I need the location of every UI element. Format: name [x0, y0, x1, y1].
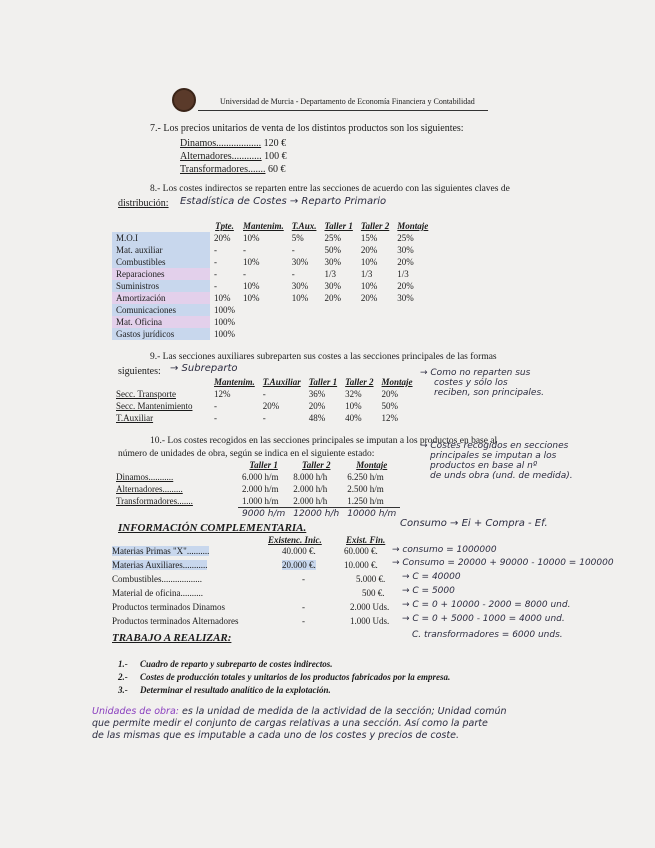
cell: - — [291, 245, 295, 255]
cell: 30% — [397, 293, 414, 303]
row-label: Amortización — [112, 292, 210, 304]
info-note: → C = 40000 — [402, 572, 461, 582]
col-header: T.Aux. — [291, 221, 317, 231]
row-label: Suministros — [112, 280, 210, 292]
cell: 20% — [262, 401, 280, 411]
cell: 15% — [360, 233, 378, 243]
info-note-last: C. transformadores = 6000 unds. — [412, 630, 563, 640]
table-row — [112, 268, 432, 280]
list-item — [118, 671, 450, 684]
price-list — [180, 137, 287, 176]
footer-note-line: de las mismas que es imputable a cada uno de los costes y precios de coste. — [92, 730, 459, 741]
cell: 10% — [243, 281, 260, 291]
cell: - — [243, 269, 246, 279]
info-note: → Consumo = 20000 + 90000 - 10000 = 100000 — [392, 558, 614, 568]
note-line: productos en base al nº — [430, 461, 538, 471]
info-ini: 20.000 €. — [282, 560, 316, 570]
cell: 1/3 — [324, 269, 336, 279]
row-label: T.Auxiliar — [116, 413, 154, 423]
row-label: Mat. Oficina — [112, 316, 210, 328]
section-10-line2: número de unidades de obra, según se indica en el siguiente estado: — [118, 449, 375, 459]
cell: 30% — [324, 257, 341, 267]
table-row — [112, 232, 432, 244]
cell: 100% — [214, 317, 235, 327]
cell: - — [214, 257, 217, 267]
cell: 10% — [360, 257, 378, 267]
cell: 6.000 h/m — [242, 472, 279, 482]
col-header: Taller 1 — [308, 377, 338, 387]
cell: 20% — [381, 389, 399, 399]
col-header: Montaje — [397, 221, 429, 231]
list-item — [118, 684, 450, 697]
cell: 2.000 h/h — [293, 496, 328, 506]
info-title: INFORMACIÓN COMPLEMENTARIA. — [118, 522, 307, 534]
info-fin: 2.000 Uds. — [350, 602, 390, 612]
col-header: Taller 2 — [345, 377, 374, 387]
table-row — [112, 292, 432, 304]
section-10-side-note — [420, 441, 573, 481]
info-row — [112, 616, 238, 626]
note-line: reciben, son principales. — [434, 388, 545, 398]
row-label: Transformadores....... — [116, 496, 193, 507]
info-header-ini: Existenc. Inic. — [268, 535, 322, 545]
table-row — [112, 412, 417, 424]
work-list — [118, 658, 450, 697]
row-label: Productos terminados Dinamos — [112, 602, 225, 612]
cell: - — [291, 269, 295, 279]
price-label: Dinamos.................. — [180, 138, 262, 149]
cell: 30% — [397, 245, 414, 255]
col-header: Taller 2 — [360, 221, 390, 231]
row-label: Secc. Mantenimiento — [116, 401, 193, 411]
info-fin: 60.000 €. — [344, 546, 378, 556]
cell: - — [262, 413, 266, 423]
section-8-handwritten-note: Estadística de Costes → Reparto Primario — [180, 196, 387, 207]
table-row — [112, 280, 432, 292]
header-title: Universidad de Murcia - Departamento de Economía Financiera y Contabilidad — [220, 97, 475, 106]
price-label: Alternadores............ — [180, 151, 262, 162]
row-label: Gastos jurídicos — [112, 328, 210, 340]
cell: 20% — [214, 233, 231, 243]
table-row — [112, 328, 432, 340]
row-label: Mat. auxiliar — [112, 244, 210, 256]
table-row — [112, 483, 400, 495]
cell: 36% — [308, 389, 326, 399]
work-title: TRABAJO A REALIZAR: — [112, 632, 232, 644]
cell: 32% — [345, 389, 362, 399]
subdistribution-table — [112, 376, 417, 424]
university-seal-icon — [172, 88, 196, 112]
row-label: Alternadores......... — [116, 484, 183, 494]
note-line: costes y sólo los — [434, 378, 508, 388]
info-note: → consumo = 1000000 — [392, 545, 497, 555]
table-row — [112, 244, 432, 256]
col-header: Taller 1 — [324, 221, 353, 231]
item-number: 2.- — [118, 672, 128, 682]
info-ini: 40.000 €. — [282, 546, 316, 556]
col-header: Mantenim. — [243, 221, 284, 231]
table-row — [112, 471, 400, 483]
info-fin: 500 €. — [362, 588, 385, 598]
item-number: 3.- — [118, 685, 128, 695]
info-fin: 10.000 €. — [344, 560, 378, 570]
footer-note-line: es la unidad de medida de la actividad de la sección; Unidad común — [182, 706, 507, 717]
cell: - — [243, 245, 246, 255]
cell: - — [262, 389, 266, 399]
row-label: Combustibles.................. — [112, 574, 203, 584]
cell: - — [214, 269, 217, 279]
cell: - — [214, 413, 217, 423]
col-header: Tpte. — [215, 221, 234, 231]
totals-row — [112, 508, 400, 521]
row-label: Productos terminados Alternadores — [112, 616, 239, 626]
table-row — [112, 400, 417, 412]
row-label: Secc. Transporte — [116, 389, 176, 399]
section-9-line1: 9.- Las secciones auxiliares subreparten sus costes a las secciones principales de las formas — [150, 352, 497, 362]
cell: 20% — [360, 245, 378, 255]
info-ini: - — [302, 574, 305, 584]
cell: 2.500 h/m — [347, 484, 384, 494]
info-note: → C = 0 + 10000 - 2000 = 8000 und. — [402, 600, 571, 610]
price-value: 100 € — [264, 151, 287, 162]
note-line: principales se imputan a los — [430, 451, 557, 461]
col-header: Montaje — [381, 377, 413, 387]
col-header: Mantenim. — [214, 377, 255, 387]
cell: 5% — [291, 233, 304, 243]
work-units-table — [112, 459, 400, 520]
cell: 30% — [291, 281, 309, 291]
table-row — [112, 256, 432, 268]
cell: 20% — [360, 293, 378, 303]
col-header: Taller 2 — [302, 460, 331, 470]
price-value: 120 € — [263, 138, 287, 149]
footer-note-term: Unidades de obra: — [92, 706, 179, 717]
item-text: Cuadro de reparto y subreparto de costes indirectos. — [140, 659, 333, 669]
cell: 12% — [214, 389, 231, 399]
cell: 20% — [324, 293, 341, 303]
info-header-fin: Exist. Fin. — [346, 535, 386, 545]
row-label: Dinamos........... — [116, 472, 174, 482]
cell: - — [214, 281, 217, 291]
cell: 10% — [291, 293, 309, 303]
cell: 100% — [214, 305, 235, 315]
item-text: Determinar el resultado analítico de la explotación. — [140, 685, 331, 695]
info-row — [112, 546, 209, 556]
info-fin: 5.000 €. — [356, 574, 386, 584]
cell: 1/3 — [397, 269, 409, 279]
cell: 10% — [243, 233, 260, 243]
item-text: Costes de producción totales y unitarios de los productos fabricados por la empresa. — [140, 672, 451, 682]
row-label: Materias Auxiliares........... — [112, 560, 208, 570]
cell: 6.250 h/m — [347, 472, 384, 482]
section-8-line2: distribución: — [118, 198, 169, 209]
info-note-title: Consumo → Ei + Compra - Ef. — [400, 518, 548, 529]
cell: 1.000 h/m — [242, 496, 279, 506]
info-row — [112, 560, 207, 570]
cell: 20% — [397, 257, 414, 267]
cell: 20% — [397, 281, 414, 291]
cell: 50% — [324, 245, 341, 255]
cell: 20% — [308, 401, 326, 411]
cell: 1/3 — [360, 269, 373, 279]
cell: - — [214, 245, 217, 255]
section-9-handwritten-note: → Subreparto — [170, 363, 238, 374]
info-note: → C = 5000 — [402, 586, 455, 596]
cell: 2.000 h/h — [293, 484, 328, 494]
list-item — [118, 658, 450, 671]
cell: 10% — [360, 281, 378, 291]
cell: 40% — [345, 413, 362, 423]
table-row — [112, 495, 400, 508]
distribution-table — [112, 220, 432, 340]
cell: 25% — [324, 233, 341, 243]
section-7-text: 7.- Los precios unitarios de venta de los distintos productos son los siguientes: — [150, 123, 464, 134]
section-9-line2: siguientes: — [118, 366, 161, 377]
row-label: Combustibles — [112, 256, 210, 268]
info-row — [112, 588, 203, 598]
note-line: de unds obra (und. de medida). — [430, 471, 573, 481]
cell: 30% — [324, 281, 341, 291]
cell: - — [214, 401, 217, 411]
cell: 10% — [214, 293, 231, 303]
row-label: Reparaciones — [112, 268, 210, 280]
table-row — [112, 316, 432, 328]
item-number: 1.- — [118, 659, 128, 669]
col-header: Montaje — [356, 460, 388, 470]
cell: 2.000 h/m — [242, 484, 279, 494]
cell: 10% — [243, 257, 260, 267]
info-row — [112, 602, 225, 612]
info-row — [112, 574, 202, 584]
info-ini: - — [302, 602, 305, 612]
table-row — [112, 304, 432, 316]
row-label: Material de oficina.......... — [112, 588, 203, 598]
section-9-side-note — [420, 368, 544, 398]
note-line: → Como no reparten sus — [420, 368, 531, 378]
col-header: T.Auxiliar — [262, 377, 301, 387]
info-fin: 1.000 Uds. — [350, 616, 390, 626]
section-10-line1: 10.- Los costes recogidos en las secciones principales se imputan a los productos en base al — [150, 436, 498, 446]
cell: 8.000 h/h — [293, 472, 328, 482]
cell: 50% — [381, 401, 399, 411]
header-rule — [198, 110, 488, 111]
cell: 12% — [381, 413, 399, 423]
cell: 1.250 h/m — [347, 496, 384, 506]
cell: 48% — [308, 413, 326, 423]
note-line: → Costes recogidos en secciones — [420, 441, 569, 451]
price-value: 60 € — [267, 164, 286, 175]
info-note: → C = 0 + 5000 - 1000 = 4000 und. — [402, 614, 565, 624]
info-ini: - — [302, 616, 305, 626]
cell: 10% — [243, 293, 260, 303]
cell: 30% — [291, 257, 309, 267]
row-label: Comunicaciones — [112, 304, 210, 316]
price-label: Transformadores....... — [180, 164, 266, 175]
row-label: M.O.I — [112, 232, 210, 244]
total-cell: 9000 h/m — [238, 508, 289, 521]
row-label: Materias Primas "X".......... — [112, 546, 210, 556]
total-cell: 10000 h/m — [343, 508, 400, 521]
col-header: Taller 1 — [249, 460, 278, 470]
footer-note-line: que permite medir el conjunto de cargas relativas a una sección. Así como la parte — [92, 718, 488, 729]
section-8-line1: 8.- Los costes indirectos se reparten entre las secciones de acuerdo con las siguientes claves de — [150, 184, 510, 194]
footer-note — [92, 706, 507, 742]
cell: 100% — [214, 329, 235, 339]
cell: 10% — [345, 401, 362, 411]
total-cell: 12000 h/h — [289, 508, 343, 521]
cell: 25% — [397, 233, 414, 243]
table-row — [112, 388, 417, 400]
